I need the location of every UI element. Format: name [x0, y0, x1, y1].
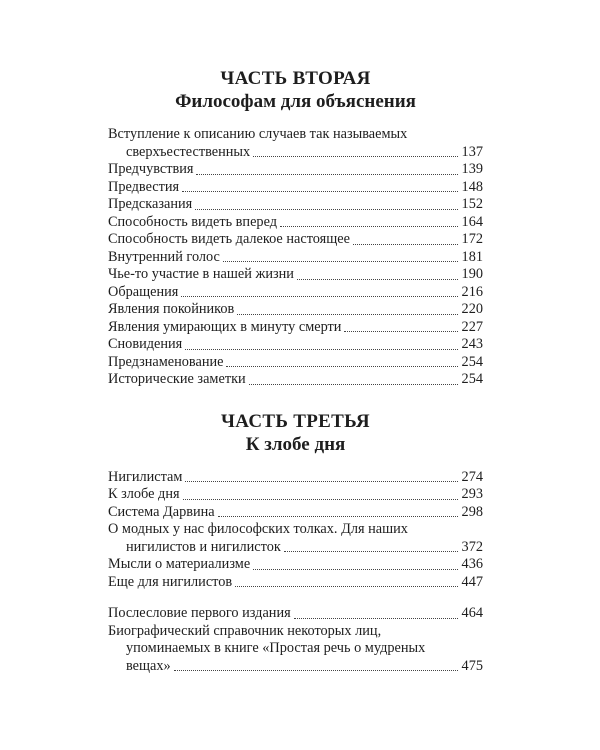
- dot-leader: [226, 365, 458, 367]
- dot-leader: [196, 173, 458, 175]
- page-number: 243: [461, 336, 483, 352]
- dot-leader: [353, 243, 458, 245]
- page-number: 220: [461, 301, 483, 317]
- toc-entry[interactable]: [108, 486, 483, 504]
- toc-entry-row: [108, 231, 483, 249]
- part-three-title: ЧАСТЬ ТРЕТЬЯ: [221, 410, 370, 432]
- appendix-section: [108, 605, 483, 675]
- toc-entry[interactable]: [108, 504, 483, 522]
- dot-leader: [183, 498, 458, 500]
- toc-entry-title: Предзнаменование: [108, 353, 224, 370]
- toc-entry-row: [108, 371, 483, 389]
- toc-entry-title: Мысли о материализме: [108, 556, 251, 572]
- toc-entry-row: [108, 504, 483, 522]
- table-of-contents: [108, 68, 483, 675]
- dot-leader: [218, 515, 458, 517]
- page-number: 137: [461, 143, 483, 160]
- dot-leader: [185, 480, 458, 482]
- page-number: 464: [461, 605, 483, 621]
- toc-entry-row: [108, 539, 483, 557]
- toc-entry[interactable]: [108, 179, 483, 197]
- page-number: 254: [461, 371, 483, 387]
- page-number: 372: [461, 538, 483, 555]
- toc-entry-row: [108, 469, 483, 487]
- toc-entry-row: [108, 319, 483, 337]
- toc-entry-title-line: Вступление к описанию случаев так называемых: [108, 126, 408, 142]
- toc-entry-row: [108, 284, 483, 302]
- toc-entry-title-line: О модных у нас философских толках. Для наших: [108, 521, 408, 537]
- page-number: 475: [461, 657, 483, 674]
- page-number: 293: [461, 486, 483, 502]
- toc-entry-title: Предчувствия: [108, 161, 194, 177]
- toc-entry[interactable]: [108, 161, 483, 179]
- page-number: 139: [461, 161, 483, 177]
- dot-leader: [249, 383, 458, 385]
- dot-leader: [181, 295, 458, 297]
- page-number: 447: [461, 573, 483, 590]
- toc-entry-title: Способность видеть далекое настоящее: [108, 231, 350, 247]
- toc-entry-row: [108, 249, 483, 267]
- part-two-entries: [108, 126, 483, 389]
- toc-entry[interactable]: [108, 196, 483, 214]
- toc-entry[interactable]: [108, 319, 483, 337]
- toc-entry-title: вещах»: [126, 657, 171, 674]
- toc-entry-row: [108, 605, 483, 623]
- dot-leader: [223, 260, 458, 262]
- toc-entry-title: Явления покойников: [108, 301, 235, 317]
- toc-entry[interactable]: [108, 249, 483, 267]
- dot-leader: [174, 669, 458, 671]
- toc-entry[interactable]: [108, 556, 483, 574]
- dot-leader: [235, 585, 458, 587]
- toc-entry-title: Предвестия: [108, 178, 180, 195]
- toc-entry-title-line: упоминаемых в книге «Простая речь о мудреных: [126, 640, 426, 656]
- toc-entry-row: [108, 301, 483, 319]
- dot-leader: [185, 348, 458, 350]
- page-number: 164: [461, 213, 483, 230]
- dot-leader: [253, 155, 458, 157]
- toc-entry-title: Нигилистам: [108, 468, 183, 485]
- toc-entry-title: нигилистов и нигилисток: [126, 538, 281, 555]
- toc-entry-title: Сновидения: [108, 336, 183, 352]
- page-number: 298: [461, 503, 483, 520]
- dot-leader: [253, 568, 458, 570]
- part-three-entries: [108, 469, 483, 592]
- toc-entry-title: сверхъестественных: [126, 143, 251, 160]
- dot-leader: [237, 313, 458, 315]
- toc-entry-row: [108, 266, 483, 284]
- toc-entry-title: Способность видеть вперед: [108, 213, 277, 230]
- toc-entry-title: Обращения: [108, 283, 179, 300]
- toc-entry-row: [108, 354, 483, 372]
- part-two-subtitle: Философам для объяснения: [175, 91, 416, 112]
- toc-entry[interactable]: [108, 231, 483, 249]
- toc-entry[interactable]: [108, 623, 483, 676]
- toc-entry-row: [108, 486, 483, 504]
- page-number: 227: [461, 318, 483, 335]
- toc-entry-row: [108, 161, 483, 179]
- toc-entry[interactable]: [108, 214, 483, 232]
- toc-entry-title: Послесловие первого издания: [108, 605, 291, 621]
- toc-entry-row: [108, 658, 483, 676]
- toc-entry-title: К злобе дня: [108, 486, 180, 502]
- toc-entry-title: Исторические заметки: [108, 371, 246, 387]
- toc-entry-title-line: Биографический справочник некоторых лиц,: [108, 622, 382, 639]
- toc-entry-title: Система Дарвина: [108, 503, 215, 520]
- page-number: 274: [461, 468, 483, 485]
- toc-entry[interactable]: [108, 354, 483, 372]
- toc-entry[interactable]: [108, 371, 483, 389]
- dot-leader: [284, 550, 458, 552]
- dot-leader: [280, 225, 458, 227]
- dot-leader: [344, 330, 458, 332]
- toc-entry-title: Внутренний голос: [108, 248, 220, 265]
- part-two-title: ЧАСТЬ ВТОРАЯ: [220, 68, 371, 89]
- toc-entry[interactable]: [108, 469, 483, 487]
- part-three-subtitle: К злобе дня: [245, 433, 346, 455]
- toc-entry-row: [108, 179, 483, 197]
- dot-leader: [297, 278, 458, 280]
- part-two-section: [108, 68, 483, 389]
- dot-leader: [182, 190, 458, 192]
- toc-entry[interactable]: [108, 521, 483, 556]
- toc-entry[interactable]: [108, 336, 483, 354]
- page-number: 436: [461, 556, 483, 572]
- page-number: 254: [461, 353, 483, 370]
- page-number: 148: [461, 178, 483, 195]
- toc-entry[interactable]: [108, 284, 483, 302]
- toc-entry-title: Явления умирающих в минуту смерти: [108, 318, 342, 335]
- toc-entry-row: [108, 556, 483, 574]
- toc-entry-title: Чье-то участие в нашей жизни: [108, 266, 294, 282]
- toc-entry-title: Еще для нигилистов: [108, 573, 233, 590]
- toc-entry[interactable]: [108, 301, 483, 319]
- toc-entry[interactable]: [108, 605, 483, 623]
- toc-entry[interactable]: [108, 126, 483, 161]
- toc-entry[interactable]: [108, 574, 483, 592]
- toc-entry-row: [108, 574, 483, 592]
- page-number: 181: [461, 248, 483, 265]
- toc-entry-row: [108, 144, 483, 162]
- dot-leader: [195, 208, 458, 210]
- toc-entry-row: [108, 336, 483, 354]
- page-number: 172: [461, 231, 483, 247]
- part-three-section: [108, 411, 483, 592]
- appendix-entries: [108, 605, 483, 675]
- toc-entry-row: [108, 214, 483, 232]
- page-number: 216: [461, 283, 483, 300]
- toc-entry-title: Предсказания: [108, 196, 193, 212]
- toc-entry[interactable]: [108, 266, 483, 284]
- toc-entry-row: [108, 196, 483, 214]
- dot-leader: [294, 617, 458, 619]
- page-number: 152: [461, 196, 483, 212]
- page-number: 190: [461, 266, 483, 282]
